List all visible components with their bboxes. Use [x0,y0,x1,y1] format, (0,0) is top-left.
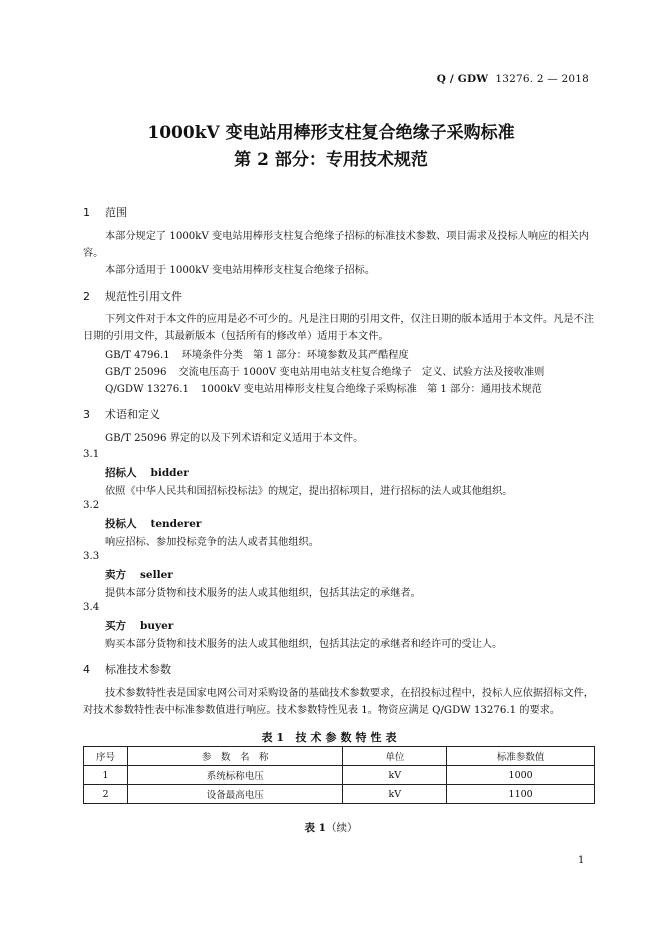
term-heading [105,567,173,582]
cell-standard-value: 1000 [447,766,595,785]
reference-item [105,346,409,361]
cell-param-name: 设备最高电压 [127,785,343,804]
term-en: buyer [140,620,174,632]
term-number: 3.1 [83,449,100,460]
section-heading-terms [83,406,160,422]
continued-suffix: （续） [325,822,358,834]
header-cell-standard-value: 标准参数值 [447,747,595,766]
section-heading-params [83,661,171,677]
term-number: 3.4 [83,602,100,613]
code-number: 13276. 2 — 2018 [495,73,589,85]
table-caption-title: 技术参数特性表 [295,731,401,744]
section-heading-references [83,288,182,304]
table-header-row [84,747,595,766]
cell-param-name: 系统标称电压 [127,766,343,785]
section-number: 3 [83,408,90,421]
term-zh: 投标人 [105,518,137,530]
table-caption-label: 表 1 [261,731,284,744]
reference-code: Q/GDW 13276.1 [105,384,189,395]
reference-title: 交流电压高于 1000V 变电站用电站支柱复合绝缘子 定义、试验方法及接收准则 [178,367,545,378]
document-code [437,73,589,85]
table-row [84,785,595,804]
term-zh: 招标人 [105,467,137,479]
term-definition: 依照《中华人民共和国招标投标法》的规定，提出招标项目，进行招标的法人或其他组织。 [105,486,513,497]
section-number: 1 [83,206,90,219]
section-heading-scope [83,204,127,220]
term-heading [105,618,173,633]
document-title-line2: 第 2 部分：专用技术规范 [234,150,428,170]
reference-code: GB/T 4796.1 [105,350,170,361]
term-number: 3.2 [83,500,100,511]
term-definition: 响应招标、参加投标竞争的法人或者其他组织。 [105,537,319,548]
term-zh: 卖方 [105,569,126,581]
table-caption [0,729,662,745]
section-title: 规范性引用文件 [105,290,182,303]
cell-unit: kV [343,785,447,804]
term-zh: 买方 [105,620,126,632]
term-heading [105,516,201,531]
cell-index: 1 [84,766,128,785]
section-title: 标准技术参数 [105,663,171,676]
section-title: 范围 [105,206,127,219]
header-cell-param-name: 参 数 名 称 [127,747,343,766]
term-heading [105,465,189,480]
reference-title: 环境条件分类 第 1 部分：环境参数及其严酷程度 [181,350,409,361]
term-definition: 购买本部分货物和技术服务的法人或其他组织，包括其法定的承继者和经许可的受让人。 [105,639,503,650]
table-row [84,766,595,785]
reference-title: 1000kV 变电站用棒形支柱复合绝缘子采购标准 第 1 部分：通用技术规范 [200,384,542,395]
references-intro: 下列文件对于本文件的应用是必不可少的。凡是注日期的引用文件，仅注日期的版本适用于本文件。凡是不注日期的引用文件，其最新版本（包括所有的修改单）适用于本文件。 [83,314,594,342]
terms-intro: GB/T 25096 界定的以及下列术语和定义适用于本文件。 [105,433,364,444]
term-definition: 提供本部分货物和技术服务的法人或其他组织，包括其法定的承继者。 [105,588,421,599]
header-cell-unit: 单位 [343,747,447,766]
table-continued-caption [0,820,662,835]
term-number: 3.3 [83,551,100,562]
cell-unit: kV [343,766,447,785]
header-cell-index: 序号 [84,747,128,766]
code-prefix: Q / GDW [436,73,489,85]
section-number: 4 [83,663,90,676]
scope-paragraph-2: 本部分适用于 1000kV 变电站用棒形支柱复合绝缘子招标。 [105,265,376,276]
section-title: 术语和定义 [105,408,160,421]
continued-label: 表 1 [304,822,326,834]
scope-paragraph-1: 本部分规定了 1000kV 变电站用棒形支柱复合绝缘子招标的标准技术参数、项目需求及投标人响应的相关内容。 [83,231,589,259]
reference-item [105,363,544,378]
params-intro: 技术参数特性表是国家电网公司对采购设备的基础技术参数要求，在招投标过程中，投标人应依据招标文件，对技术参数特性表中标准参数值进行响应。技术参数特性见表 1。物资应满足 Q/GDW 13276.1 的要求。 [83,688,594,716]
parameter-table [83,746,595,804]
cell-standard-value: 1100 [447,785,595,804]
reference-code: GB/T 25096 [105,367,167,378]
reference-item [105,380,542,395]
section-number: 2 [83,290,90,303]
page-number: 1 [578,855,585,866]
term-en: tenderer [150,518,202,530]
term-en: bidder [150,467,189,479]
document-title-line1: 1000kV 变电站用棒形支柱复合绝缘子采购标准 [147,123,515,143]
cell-index: 2 [84,785,128,804]
term-en: seller [140,569,173,581]
